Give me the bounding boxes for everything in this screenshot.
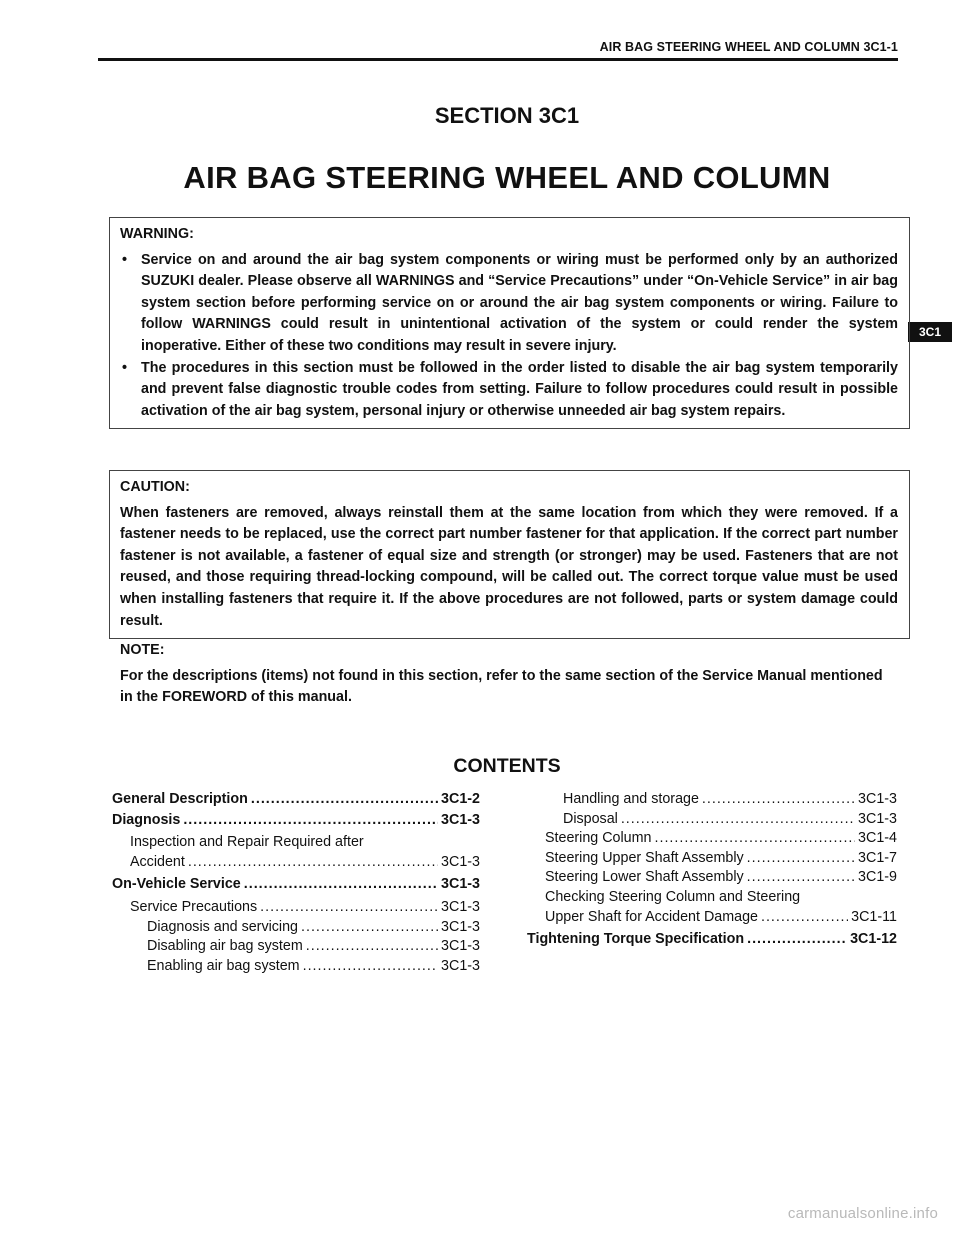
- toc-entry-label: Enabling air bag system: [147, 957, 300, 974]
- toc-entry-page: 3C1-7: [858, 849, 897, 866]
- note-block: [120, 640, 895, 709]
- note-text: For the descriptions (items) not found in this section, refer to the same section of the Service Manual mentioned in the FOREWORD of this manual.: [120, 667, 883, 706]
- toc-entry-page: 3C1-3: [441, 898, 480, 915]
- toc-entry-page: 3C1-2: [441, 791, 480, 807]
- toc-entry-page: 3C1-3: [858, 810, 897, 827]
- toc-entry-page: 3C1-3: [441, 811, 480, 828]
- toc-entry-label: On-Vehicle Service: [112, 876, 241, 893]
- warning-bullet: [120, 250, 898, 358]
- toc-entry-page: 3C1-3: [441, 853, 480, 870]
- toc-entry[interactable]: [527, 930, 897, 950]
- toc-entry-label: Upper Shaft for Accident Damage: [545, 908, 758, 925]
- toc-leader: [260, 898, 438, 918]
- toc-leader: [747, 868, 855, 888]
- toc-entry-label: Tightening Torque Specification: [527, 931, 745, 948]
- toc-entry-label: Diagnosis and servicing: [147, 918, 298, 935]
- toc-left-column: [112, 790, 480, 976]
- toc-entry-label-line1: Checking Steering Column and Steering: [545, 888, 801, 905]
- toc-leader: [251, 790, 438, 810]
- toc-leader: [244, 875, 438, 895]
- toc-leader: [188, 853, 438, 873]
- toc-entry[interactable]: [112, 918, 480, 938]
- warning-bullet: [120, 358, 898, 423]
- toc-entry[interactable]: [112, 957, 480, 977]
- toc-leader: [747, 849, 855, 869]
- toc-entry-page: 3C1-11: [851, 908, 897, 925]
- warning-box: [109, 217, 910, 429]
- watermark: carmanualsonline.info: [787, 1205, 938, 1222]
- toc-leader: [702, 790, 855, 810]
- toc-entry[interactable]: [527, 810, 897, 830]
- toc-entry-label: Steering Lower Shaft Assembly: [545, 869, 744, 886]
- toc-leader: [303, 957, 438, 977]
- toc-entry-page: 3C1-3: [441, 918, 480, 935]
- toc-entry-page: 3C1-4: [858, 830, 897, 847]
- toc-entry-label: Diagnosis: [112, 811, 181, 828]
- toc-entry-label: Service Precautions: [130, 898, 258, 915]
- section-side-tab: 3C1: [908, 322, 952, 342]
- page-title: AIR BAG STEERING WHEEL AND COLUMN: [183, 160, 831, 195]
- toc-leader: [761, 908, 848, 928]
- toc-entry-label: Disposal: [563, 810, 618, 827]
- toc-entry-label: Disabling air bag system: [147, 938, 303, 955]
- header-rule: [98, 58, 898, 61]
- caution-text: When fasteners are removed, always reinstall them at the same location from which they were removed. If a fastener needs to be replaced, use the correct part number fastener for that application. If the correct part number fastener is not available, a fastener of equal size and strength (or stronger) may be used. Fasteners that are not reused, and those requiring thread-locking compound, will be called out. The correct torque value must be used when installing fasteners that require it. If the above procedures are not followed, parts or system damage could result.: [120, 504, 898, 629]
- toc-entry-label-line1: Inspection and Repair Required after: [130, 834, 364, 851]
- toc-entry-page: 3C1-12: [850, 931, 897, 948]
- toc-leader: [301, 918, 438, 938]
- toc-right-column: [527, 790, 897, 950]
- caution-heading: CAUTION:: [120, 479, 190, 495]
- bullet-icon: •: [122, 251, 128, 268]
- toc-entry[interactable]: [112, 811, 480, 831]
- toc-entry[interactable]: [527, 868, 897, 888]
- toc-entry[interactable]: [527, 888, 897, 927]
- toc-entry-page: 3C1-3: [441, 938, 480, 955]
- caution-box: [109, 470, 910, 639]
- toc-entry-page: 3C1-9: [858, 869, 897, 886]
- toc-entry-page: 3C1-3: [858, 791, 897, 807]
- toc-entry-label: Steering Column: [545, 830, 652, 847]
- bullet-icon: •: [122, 359, 128, 376]
- warning-heading: WARNING:: [120, 226, 194, 242]
- page-header-title: AIR BAG STEERING WHEEL AND COLUMN 3C1-1: [599, 40, 898, 54]
- toc-entry-page: 3C1-3: [441, 876, 480, 893]
- toc-entry[interactable]: [112, 790, 480, 810]
- toc-entry-label: Accident: [130, 853, 185, 870]
- toc-leader: [306, 937, 438, 957]
- contents-heading: CONTENTS: [453, 755, 561, 777]
- toc-entry[interactable]: [112, 898, 480, 918]
- toc-entry-label: Handling and storage: [563, 791, 699, 807]
- warning-bullet-text: Service on and around the air bag system components or wiring must be performed only by an authorized SUZUKI dealer. Please observe all WARNINGS and “Service Precautions” under “On-Vehicle Service” in air bag system section before performing service on or around the air bag system components or wiring. Failure to follow WARNINGS could result in unintentional activation of the system or could render the system inoperative. Either of these two conditions may result in severe injury.: [141, 251, 898, 354]
- toc-leader: [655, 829, 856, 849]
- section-number: SECTION 3C1: [434, 103, 580, 128]
- warning-bullet-text: The procedures in this section must be followed in the order listed to disable the air bag system temporarily and prevent false diagnostic trouble codes from setting. Failure to follow procedures could result in possible activation of the air bag system, personal injury or otherwise unneeded air bag system repairs.: [141, 359, 898, 419]
- toc-entry[interactable]: [112, 937, 480, 957]
- toc-entry[interactable]: [112, 875, 480, 895]
- toc-entry[interactable]: [527, 790, 897, 810]
- toc-entry[interactable]: [527, 829, 897, 849]
- toc-entry[interactable]: [112, 833, 480, 872]
- toc-leader: [747, 930, 847, 950]
- toc-leader: [621, 810, 855, 830]
- toc-entry-label: Steering Upper Shaft Assembly: [545, 849, 744, 866]
- toc-entry-page: 3C1-3: [441, 957, 480, 974]
- toc-entry[interactable]: [527, 849, 897, 869]
- toc-entry-label: General Description: [112, 791, 248, 807]
- toc-leader: [183, 811, 438, 831]
- note-heading: NOTE:: [120, 642, 165, 658]
